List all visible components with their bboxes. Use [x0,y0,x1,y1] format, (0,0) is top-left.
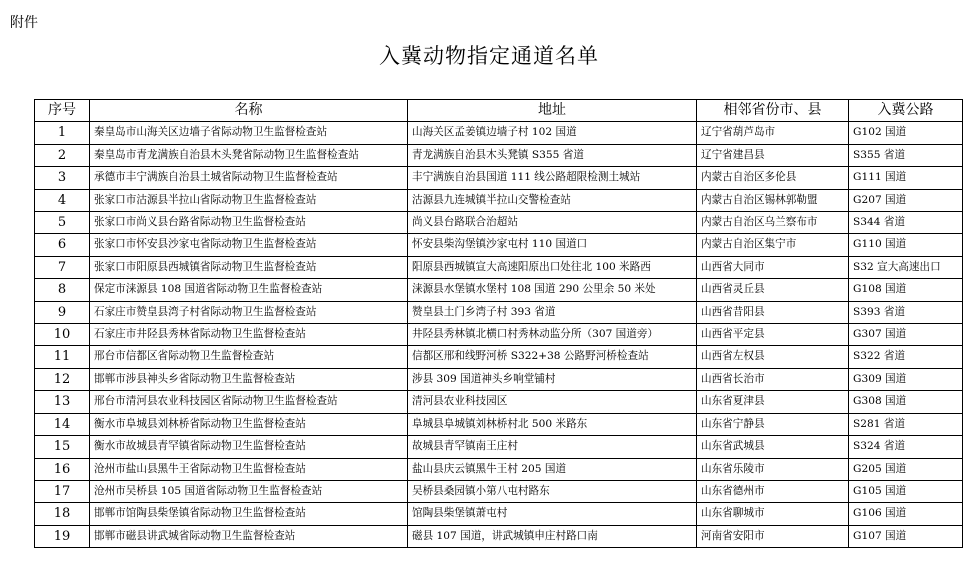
cell-address: 山海关区孟姜镇边墙子村 102 国道 [408,122,697,144]
cell-name: 邯郸市涉县神头乡省际动物卫生监督检查站 [90,368,408,390]
cell-adjacent-region: 山东省德州市 [697,480,849,502]
table-row [35,301,963,323]
cell-entry-road: G207 国道 [849,189,963,211]
cell-address: 赞皇县土门乡湾子村 393 省道 [408,301,697,323]
cell-seq: 18 [35,503,90,525]
cell-name: 邯郸市磁县讲武城省际动物卫生监督检查站 [90,525,408,547]
cell-seq: 12 [35,368,90,390]
cell-seq: 15 [35,436,90,458]
table-body [35,122,963,548]
cell-name: 邯郸市馆陶县柴堡镇省际动物卫生监督检查站 [90,503,408,525]
cell-adjacent-region: 山东省宁静县 [697,413,849,435]
cell-adjacent-region: 山西省灵丘县 [697,279,849,301]
cell-adjacent-region: 山西省左权县 [697,346,849,368]
table-row [35,324,963,346]
cell-seq: 11 [35,346,90,368]
cell-seq: 1 [35,122,90,144]
cell-address: 馆陶县柴堡镇萧屯村 [408,503,697,525]
cell-name: 保定市涞源县 108 国道省际动物卫生监督检查站 [90,279,408,301]
table-row [35,413,963,435]
cell-seq: 5 [35,212,90,234]
document-title: 入冀动物指定通道名单 [379,44,599,68]
cell-adjacent-region: 山西省大同市 [697,256,849,278]
cell-entry-road: G308 国道 [849,391,963,413]
cell-seq: 6 [35,234,90,256]
channel-list-table [34,99,963,548]
cell-entry-road: S324 省道 [849,436,963,458]
table-row [35,234,963,256]
cell-adjacent-region: 内蒙古自治区集宁市 [697,234,849,256]
cell-entry-road: G107 国道 [849,525,963,547]
table-row [35,346,963,368]
cell-seq: 13 [35,391,90,413]
cell-name: 衡水市阜城县刘林桥省际动物卫生监督检查站 [90,413,408,435]
cell-address: 信都区邢和线野河桥 S322+38 公路野河桥检查站 [408,346,697,368]
cell-entry-road: G108 国道 [849,279,963,301]
cell-entry-road: S322 省道 [849,346,963,368]
cell-entry-road: G106 国道 [849,503,963,525]
cell-address: 阜城县阜城镇刘林桥村北 500 米路东 [408,413,697,435]
cell-adjacent-region: 山东省乐陵市 [697,458,849,480]
table-row [35,279,963,301]
cell-entry-road: G309 国道 [849,368,963,390]
table-row [35,503,963,525]
cell-seq: 9 [35,301,90,323]
cell-adjacent-region: 山东省夏津县 [697,391,849,413]
cell-name: 石家庄市井陉县秀林省际动物卫生监督检查站 [90,324,408,346]
cell-adjacent-region: 山西省长治市 [697,368,849,390]
cell-name: 沧州市吴桥县 105 国道省际动物卫生监督检查站 [90,480,408,502]
cell-name: 邢台市信都区省际动物卫生监督检查站 [90,346,408,368]
table-row [35,480,963,502]
cell-seq: 10 [35,324,90,346]
cell-adjacent-region: 山东省武城县 [697,436,849,458]
cell-seq: 17 [35,480,90,502]
cell-seq: 14 [35,413,90,435]
table-row [35,189,963,211]
cell-name: 衡水市故城县青罕镇省际动物卫生监督检查站 [90,436,408,458]
cell-address: 丰宁满族自治县国道 111 线公路超限检测土城站 [408,167,697,189]
attachment-label: 附件 [10,15,38,31]
cell-adjacent-region: 辽宁省建昌县 [697,144,849,166]
cell-entry-road: G307 国道 [849,324,963,346]
cell-address: 涉县 309 国道神头乡响堂铺村 [408,368,697,390]
cell-entry-road: S393 省道 [849,301,963,323]
cell-address: 吴桥县桑园镇小第八屯村路东 [408,480,697,502]
cell-name: 秦皇岛市山海关区边墙子省际动物卫生监督检查站 [90,122,408,144]
cell-entry-road: G102 国道 [849,122,963,144]
cell-adjacent-region: 内蒙古自治区乌兰察布市 [697,212,849,234]
cell-adjacent-region: 辽宁省葫芦岛市 [697,122,849,144]
table-row [35,167,963,189]
cell-entry-road: G105 国道 [849,480,963,502]
cell-address: 盐山县庆云镇黑牛王村 205 国道 [408,458,697,480]
cell-address: 磁县 107 国道，讲武城镇申庄村路口南 [408,525,697,547]
cell-adjacent-region: 内蒙古自治区多伦县 [697,167,849,189]
table-row [35,391,963,413]
cell-entry-road: S344 省道 [849,212,963,234]
cell-entry-road: G110 国道 [849,234,963,256]
table-row [35,458,963,480]
table-row [35,212,963,234]
cell-address: 清河县农业科技园区 [408,391,697,413]
cell-entry-road: S281 省道 [849,413,963,435]
table-row [35,144,963,166]
header-address: 地址 [408,100,697,122]
cell-seq: 8 [35,279,90,301]
cell-name: 秦皇岛市青龙满族自治县木头凳省际动物卫生监督检查站 [90,144,408,166]
cell-seq: 19 [35,525,90,547]
table-row [35,525,963,547]
cell-entry-road: G205 国道 [849,458,963,480]
cell-address: 阳原县西城镇宣大高速阳原出口处往北 100 米路西 [408,256,697,278]
cell-entry-road: S32 宣大高速出口 [849,256,963,278]
header-seq: 序号 [35,100,90,122]
cell-adjacent-region: 山西省平定县 [697,324,849,346]
table-header-row [35,100,963,122]
cell-name: 邢台市清河县农业科技园区省际动物卫生监督检查站 [90,391,408,413]
table-row [35,368,963,390]
cell-entry-road: G111 国道 [849,167,963,189]
cell-seq: 3 [35,167,90,189]
cell-seq: 16 [35,458,90,480]
header-name: 名称 [90,100,408,122]
cell-name: 承德市丰宁满族自治县土城省际动物卫生监督检查站 [90,167,408,189]
cell-adjacent-region: 河南省安阳市 [697,525,849,547]
cell-address: 尚义县台路联合治超站 [408,212,697,234]
cell-seq: 2 [35,144,90,166]
cell-seq: 4 [35,189,90,211]
cell-name: 张家口市尚义县台路省际动物卫生监督检查站 [90,212,408,234]
cell-adjacent-region: 山西省昔阳县 [697,301,849,323]
cell-entry-road: S355 省道 [849,144,963,166]
cell-address: 故城县青罕镇南王庄村 [408,436,697,458]
cell-address: 怀安县柴沟堡镇沙家屯村 110 国道口 [408,234,697,256]
cell-name: 张家口市沽源县半拉山省际动物卫生监督检查站 [90,189,408,211]
table-row [35,256,963,278]
cell-adjacent-region: 山东省聊城市 [697,503,849,525]
table-row [35,436,963,458]
cell-address: 青龙满族自治县木头凳镇 S355 省道 [408,144,697,166]
cell-name: 石家庄市赞皇县湾子村省际动物卫生监督检查站 [90,301,408,323]
cell-name: 张家口市阳原县西城镇省际动物卫生监督检查站 [90,256,408,278]
header-entry-road: 入冀公路 [849,100,963,122]
cell-adjacent-region: 内蒙古自治区锡林郭勒盟 [697,189,849,211]
cell-seq: 7 [35,256,90,278]
cell-address: 涞源县水堡镇水堡村 108 国道 290 公里余 50 米处 [408,279,697,301]
table-row [35,122,963,144]
cell-address: 井陉县秀林镇北横口村秀林动监分所（307 国道旁） [408,324,697,346]
cell-name: 张家口市怀安县沙家屯省际动物卫生监督检查站 [90,234,408,256]
cell-name: 沧州市盐山县黑牛王省际动物卫生监督检查站 [90,458,408,480]
header-adjacent-region: 相邻省份市、县 [697,100,849,122]
cell-address: 沽源县九连城镇半拉山交警检查站 [408,189,697,211]
